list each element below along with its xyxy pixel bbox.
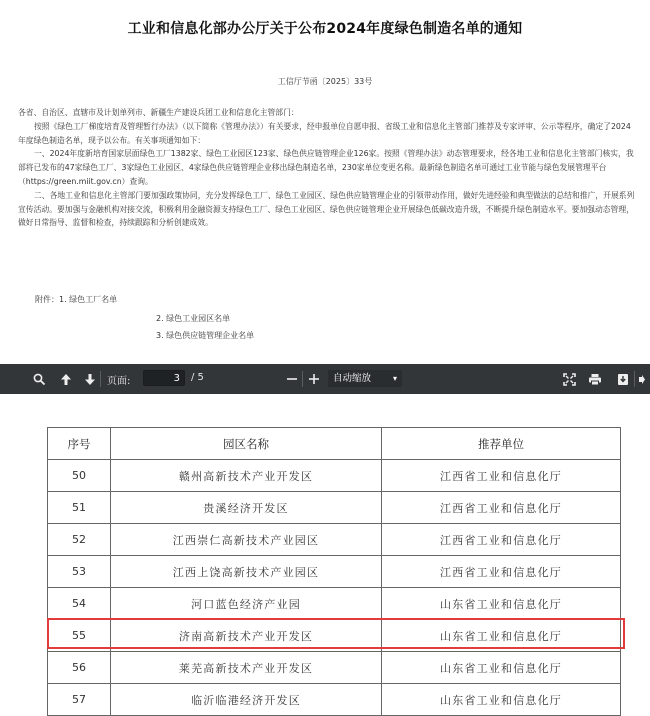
table-row: [48, 524, 621, 556]
table-row-highlighted: [48, 620, 621, 652]
cell-park-name: 贵溪经济开发区: [111, 492, 382, 524]
document-number: 工信厅节函〔2025〕33号: [277, 77, 373, 86]
total-pages: / 5: [191, 372, 204, 383]
cell-recommender: 江西省工业和信息化厅: [382, 492, 621, 524]
cell-recommender: 江西省工业和信息化厅: [382, 460, 621, 492]
attachment-item: 1. 绿色工厂名单: [59, 295, 118, 304]
cell-serial: 52: [48, 524, 111, 556]
page-number-input[interactable]: 3: [143, 370, 185, 386]
arrow-up-icon[interactable]: [57, 370, 75, 388]
cell-serial: 53: [48, 556, 111, 588]
download-icon[interactable]: [614, 370, 632, 388]
attachments-label: 附件：: [35, 295, 59, 304]
header-recommender: 推荐单位: [382, 428, 621, 460]
park-list-table: [47, 427, 621, 716]
toolbar-divider: [302, 371, 303, 387]
cell-serial: 55: [48, 620, 111, 652]
cell-recommender: 山东省工业和信息化厅: [382, 684, 621, 716]
cell-recommender: 江西省工业和信息化厅: [382, 524, 621, 556]
header-park-name: 园区名称: [111, 428, 382, 460]
arrow-down-icon[interactable]: [81, 370, 99, 388]
recipients-line: 各省、自治区、直辖市及计划单列市、新疆生产建设兵团工业和信息化主管部门：: [18, 108, 299, 117]
attachment-item: 3. 绿色供应链管理企业名单: [156, 331, 255, 340]
cell-park-name: 济南高新技术产业开发区: [111, 620, 382, 652]
cell-serial: 50: [48, 460, 111, 492]
zoom-out-icon[interactable]: [283, 370, 301, 388]
cell-serial: 56: [48, 652, 111, 684]
cell-park-name: 河口蓝色经济产业园: [111, 588, 382, 620]
paragraph-3: 二、各地工业和信息化主管部门要加强政策协同，充分发挥绿色工厂、绿色工业园区、绿色供应链管理企业的引领带动作用，做好先进经验和典型做法的总结和推广，开展系列宣传活动。要加强与金融机构对接交流，积极利用金融资源支持绿色工厂、绿色工业园区、绿色供应链管理企业开展绿色低碳改造升级，不断提升绿色制造水平。要加强动态管理，做好日常指导、监督和检查，持续跟踪和分析创建成效。: [18, 190, 635, 228]
cell-park-name: 江西崇仁高新技术产业园区: [111, 524, 382, 556]
cell-serial: 57: [48, 684, 111, 716]
table-row: [48, 652, 621, 684]
cell-park-name: 江西上饶高新技术产业园区: [111, 556, 382, 588]
attachment-item: 2. 绿色工业园区名单: [156, 314, 231, 323]
table-header-row: [48, 428, 621, 460]
cell-park-name: 莱芜高新技术产业开发区: [111, 652, 382, 684]
toolbar-divider: [100, 371, 101, 387]
table-row: [48, 556, 621, 588]
fullscreen-icon[interactable]: [560, 370, 578, 388]
header-serial: 序号: [48, 428, 111, 460]
cell-recommender: 山东省工业和信息化厅: [382, 620, 621, 652]
cell-recommender: 山东省工业和信息化厅: [382, 588, 621, 620]
search-icon[interactable]: [30, 370, 48, 388]
table-row: [48, 588, 621, 620]
page-label: 页面:: [107, 376, 131, 387]
table-row: [48, 460, 621, 492]
toolbar-divider: [634, 371, 635, 387]
attachments-list: [35, 294, 117, 305]
cell-recommender: 山东省工业和信息化厅: [382, 652, 621, 684]
table-row: [48, 492, 621, 524]
cell-recommender: 江西省工业和信息化厅: [382, 556, 621, 588]
print-icon[interactable]: [586, 370, 604, 388]
zoom-in-icon[interactable]: [305, 370, 323, 388]
zoom-select[interactable]: [328, 370, 402, 387]
cell-serial: 54: [48, 588, 111, 620]
more-icon[interactable]: [637, 370, 647, 388]
cell-serial: 51: [48, 492, 111, 524]
chevron-down-icon: ▾: [392, 374, 397, 383]
zoom-select-value: 自动缩放: [333, 373, 372, 384]
cell-park-name: 临沂临港经济开发区: [111, 684, 382, 716]
paragraph-1: 按照《绿色工厂梯度培育及管理暂行办法》（以下简称《管理办法》）有关要求，经申报单位自愿申报、省级工业和信息化主管部门推荐及专家评审、公示等程序，确定了2024年度绿色制造名单，现予以公布。有关事项通知如下：: [18, 121, 631, 145]
paragraph-2: 一、2024年度新培育国家层面绿色工厂1382家、绿色工业园区123家、绿色供应链管理企业126家。按照《管理办法》动态管理要求，经各地工业和信息化主管部门核实，我部将已发布的47家绿色工厂、3家绿色工业园区、4家绿色供应链管理企业移出绿色制造名单，230家单位变更名称。最新绿色制造名单可通过工业节能与绿色发展管理平台（https://green.miit.gov.cn）查询。: [18, 149, 634, 186]
cell-park-name: 赣州高新技术产业开发区: [111, 460, 382, 492]
table-row: [48, 684, 621, 716]
pdf-toolbar: [0, 364, 650, 394]
notice-body: [18, 106, 638, 230]
notice-title: 工业和信息化部办公厅关于公布2024年度绿色制造名单的通知: [127, 21, 523, 37]
